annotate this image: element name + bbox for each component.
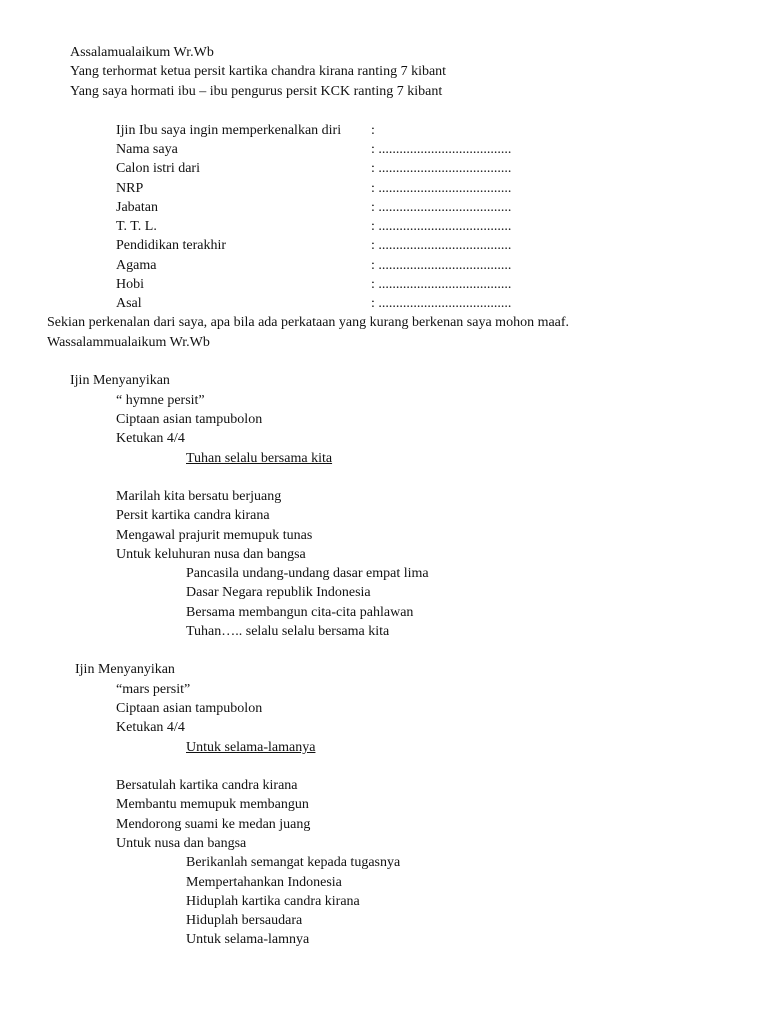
intro-field-blank: : ...................................... [371,296,512,311]
salam-closing: Wassalammualaikum Wr.Wb [47,335,210,350]
song1-chorus-line: Dasar Negara republik Indonesia [186,585,371,600]
song1-chorus-line: Pancasila undang-undang dasar empat lima [186,566,429,581]
intro-field-blank: : ...................................... [371,161,512,176]
intro-field-label: Asal [116,296,142,311]
song2-beat: Ketukan 4/4 [116,720,185,735]
intro-field-blank: : ...................................... [371,181,512,196]
song1-title: “ hymne persit” [116,393,205,408]
intro-field-blank: : ...................................... [371,142,512,157]
song1-creator: Ciptaan asian tampubolon [116,412,263,427]
intro-field-label: NRP [116,181,144,196]
song2-chorus-line: Mempertahankan Indonesia [186,875,342,890]
song2-verse-line: Membantu memupuk membangun [116,797,309,812]
song2-verse-line: Untuk nusa dan bangsa [116,836,247,851]
intro-field-label: Jabatan [116,200,158,215]
song2-chorus-line: Untuk selama-lamnya [186,932,310,947]
song2-chorus-line: Hiduplah kartika candra kirana [186,894,360,909]
song2-ijin: Ijin Menyanyikan [75,662,175,677]
song1-subtitle: Tuhan selalu bersama kita [186,451,333,466]
intro-field-blank: : ...................................... [371,258,512,273]
intro-field-label: Nama saya [116,142,178,157]
intro-field-label: Pendidikan terakhir [116,238,227,253]
intro-field-blank: : ...................................... [371,277,512,292]
song1-verse-line: Persit kartika candra kirana [116,508,270,523]
song1-verse-line: Marilah kita bersatu berjuang [116,489,282,504]
intro-field-label: Calon istri dari [116,161,200,176]
song1-chorus-line: Tuhan….. selalu selalu bersama kita [186,624,390,639]
song1-verse-line: Mengawal prajurit memupuk tunas [116,528,313,543]
intro-closing: Sekian perkenalan dari saya, apa bila ada perkataan yang kurang berkenan saya mohon maaf. [47,315,570,330]
song2-subtitle: Untuk selama-lamanya [186,740,316,755]
intro-field-label: T. T. L. [116,219,157,234]
intro-field-label: Hobi [116,277,144,292]
song1-beat: Ketukan 4/4 [116,431,185,446]
song2-creator: Ciptaan asian tampubolon [116,701,263,716]
song2-title: “mars persit” [116,682,191,697]
song1-chorus-line: Bersama membangun cita-cita pahlawan [186,605,414,620]
intro-heading: Ijin Ibu saya ingin memperkenalkan diri [116,123,342,138]
greeting-line-2: Yang saya hormati ibu – ibu pengurus persit KCK ranting 7 kibant [70,84,443,99]
greeting-line-1: Yang terhormat ketua persit kartika chandra kirana ranting 7 kibant [70,64,447,79]
song1-verse-line: Untuk keluhuran nusa dan bangsa [116,547,306,562]
intro-field-blank: : ...................................... [371,238,512,253]
intro-field-blank: : ...................................... [371,200,512,215]
intro-field-label: Agama [116,258,157,273]
song1-ijin: Ijin Menyanyikan [70,373,170,388]
intro-field-blank: : ...................................... [371,219,512,234]
song2-chorus-line: Hiduplah bersaudara [186,913,303,928]
song2-chorus-line: Berikanlah semangat kepada tugasnya [186,855,401,870]
salam-opening: Assalamualaikum Wr.Wb [70,45,214,60]
intro-heading-colon: : [371,123,375,138]
song2-verse-line: Mendorong suami ke medan juang [116,817,311,832]
song2-verse-line: Bersatulah kartika candra kirana [116,778,298,793]
